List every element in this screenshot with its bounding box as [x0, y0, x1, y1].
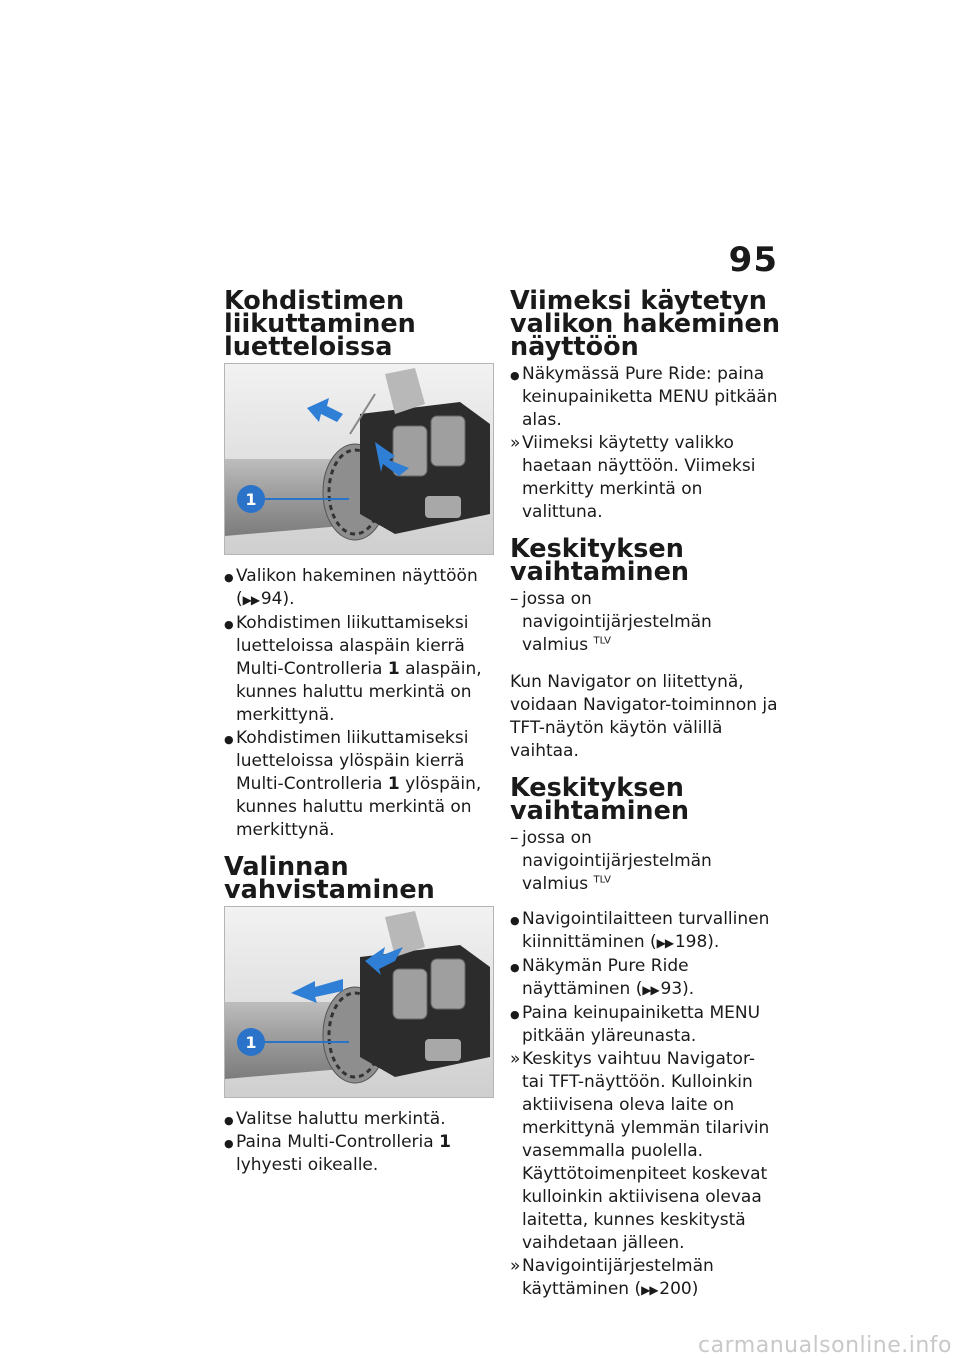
callout-1: 1	[245, 490, 257, 509]
arrow-icon: ▶▶	[656, 936, 674, 950]
item-text: Navigointijärjestelmän käyttäminen (	[522, 1256, 714, 1299]
section-heading-focus: Keskityksen vaihtaminen	[510, 534, 690, 587]
section-heading-cursor: Kohdistimen liikuttaminen luetteloissa	[224, 286, 416, 362]
item-text: Valikon hakeminen näyttöön	[236, 566, 478, 586]
list-item: ● Valitse haluttu merkintä.	[224, 1108, 496, 1131]
item-text: jossa on navigointijärjestelmän valmius	[522, 828, 712, 894]
section-heading-focus-2: Keskityksen vaihtaminen	[510, 773, 690, 826]
section-heading-last-menu: Viimeksi käytetyn valikon hakeminen näyttöön	[510, 286, 780, 362]
option-marker: TLV	[593, 635, 611, 647]
item-text: lyhyesti oikealle.	[236, 1155, 379, 1175]
list-item	[224, 1131, 496, 1177]
list-item	[224, 727, 496, 842]
paragraph: Kun Navigator on liitettynä, voidaan Navigator-toiminnon ja TFT-näytön käytön välillä vaihtaa.	[510, 672, 778, 761]
item-text: ylöspäin, kunnes haluttu merkintä on merkittynä.	[236, 774, 482, 840]
callout-ref: 1	[387, 774, 400, 794]
controller-illustration	[225, 364, 493, 554]
left-column	[224, 286, 496, 1177]
figure-controller-push	[224, 906, 494, 1098]
list-item: ● Paina keinupainiketta MENU pitkään yläreunasta.	[510, 1002, 782, 1048]
section-heading-confirm: Valinnan vahvistaminen	[224, 852, 435, 905]
page-reference: 198).	[674, 932, 720, 952]
item-text: Paina Multi-Controlleria	[236, 1132, 440, 1152]
item-text: Navigointilaitteen turvallinen kiinnittäminen (	[522, 909, 770, 952]
list-item	[224, 612, 496, 727]
list-item	[510, 908, 782, 955]
list-item: ● Näkymässä Pure Ride: paina keinupainiketta MENU pitkään alas.	[510, 363, 782, 432]
result-item	[510, 1255, 782, 1302]
item-text: Näkymän Pure Ride näyttäminen (	[522, 956, 689, 999]
page-reference: 200)	[659, 1279, 699, 1299]
list-item: ● Valikon hakeminen näyttöön (▶▶ 94).	[224, 565, 496, 612]
result-item: » Viimeksi käytetty valikko haetaan näyttöön. Viimeksi merkitty merkintä on valittuna.	[510, 432, 782, 524]
page-reference: 93).	[660, 979, 695, 999]
callout-ref: 1	[439, 1132, 451, 1152]
callout-1: 1	[245, 1033, 257, 1052]
watermark: carmanualsonline.info	[698, 1333, 952, 1358]
condition-item	[510, 827, 782, 896]
controller-illustration	[225, 907, 493, 1097]
condition-item	[510, 588, 782, 657]
arrow-icon: ▶▶	[242, 593, 260, 607]
item-text: Kohdistimen liikuttamiseksi luetteloissa alaspäin kierrä Multi-Controlleria	[236, 613, 469, 679]
result-item: » Keskitys vaihtuu Navigator- tai TFT-näyttöön. Kulloinkin aktiivisena oleva laite on merkittynä ylemmän tilarivin vasemmalla puolella. Käyttötoimenpiteet koskevat kulloinkin aktiivisena olevaa laitetta, kunnes keskitystä vaihdetaan jälleen.	[510, 1048, 782, 1255]
right-column	[510, 286, 782, 1302]
page-number: 95	[728, 240, 778, 280]
arrow-icon: ▶▶	[642, 983, 659, 997]
item-text: alaspäin, kunnes haluttu merkintä on merkittynä.	[236, 659, 482, 725]
item-text: jossa on navigointijärjestelmän valmius	[522, 589, 712, 655]
callout-ref: 1	[387, 659, 400, 679]
arrow-icon: ▶▶	[641, 1283, 658, 1297]
item-text: Kohdistimen liikuttamiseksi luetteloissa ylöspäin kierrä Multi-Controlleria	[236, 728, 469, 794]
option-marker: TLV	[593, 874, 611, 886]
list-item	[510, 955, 782, 1002]
figure-controller-rotate	[224, 363, 494, 555]
page-reference: 94).	[260, 589, 295, 609]
